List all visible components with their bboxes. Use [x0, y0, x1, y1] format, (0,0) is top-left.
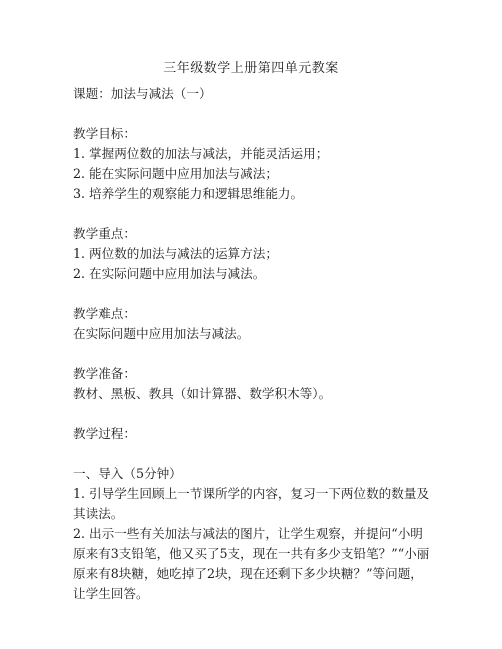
- spacer: [73, 444, 433, 464]
- objective-item: 2. 能在实际问题中应用加法与减法；: [73, 166, 278, 181]
- document-title: 三年级数学上册第四单元教案: [163, 61, 339, 76]
- spacer: [73, 404, 433, 424]
- preparation-text: 教材、黑板、教具（如计算器、数学积木等）。: [73, 386, 332, 401]
- spacer: [73, 344, 433, 364]
- lesson-topic: 课题：加法与减法（一）: [73, 86, 212, 101]
- key-point-item: 1. 两位数的加法与减法的运算方法；: [73, 246, 278, 261]
- difficulties-text: 在实际问题中应用加法与减法。: [73, 326, 250, 341]
- document-body: [73, 84, 433, 604]
- section-heading: 一、导入（5分钟）: [73, 466, 182, 481]
- key-points-heading: 教学重点：: [73, 226, 136, 241]
- objective-item: 3. 培养学生的观察能力和逻辑思维能力。: [73, 186, 304, 201]
- key-point-item: 2. 在实际问题中应用加法与减法。: [73, 266, 266, 281]
- objective-item: 1. 掌握两位数的加法与减法，并能灵活运用；: [73, 146, 329, 161]
- spacer: [73, 284, 433, 304]
- process-heading: 教学过程：: [73, 426, 136, 441]
- spacer: [73, 204, 433, 224]
- process-step: 2. 出示一些有关加法与减法的图片，让学生观察，并提问“小明原来有3支铅笔，他又买了5支，现在一共有多少支铅笔？”“小丽原来有8块糖，她吃掉了2块，现在还剩下多少块糖？”等问题，让学生回答。: [73, 526, 430, 601]
- process-step: 1. 引导学生回顾上一节课所学的内容，复习一下两位数的数量及其读法。: [73, 486, 430, 521]
- difficulties-heading: 教学难点：: [73, 306, 136, 321]
- preparation-heading: 教学准备：: [73, 366, 136, 381]
- spacer: [73, 104, 433, 124]
- objectives-heading: 教学目标：: [73, 126, 136, 141]
